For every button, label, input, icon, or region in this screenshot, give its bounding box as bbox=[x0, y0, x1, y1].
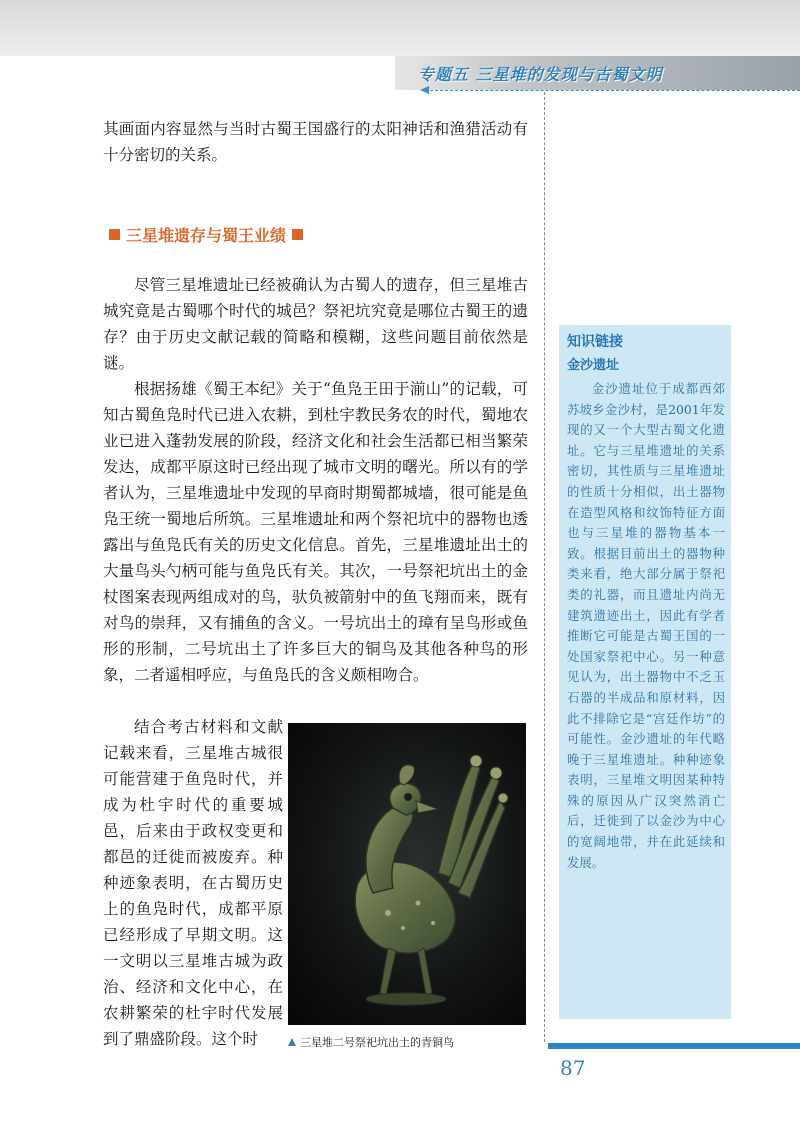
section-heading bbox=[103, 223, 309, 246]
paragraph: 尽管三星堆遗址已经被确认为古蜀人的遗存，但三星堆古城究竟是古蜀哪个时代的城邑？祭祀坑究竟是哪位古蜀王的遗存？由于历史文献记载的简略和模糊，这些问题目前依然是谜。 bbox=[103, 276, 528, 372]
triangle-marker-icon bbox=[288, 1038, 296, 1046]
section-heading-text: 三星堆遗存与蜀王业绩 bbox=[126, 226, 287, 245]
square-bullet-icon bbox=[292, 229, 303, 240]
chapter-title: 专题五 三星堆的发现与古蜀文明 bbox=[418, 65, 663, 84]
figure-caption-text: 三星堆二号祭祀坑出土的青铜鸟 bbox=[300, 1036, 454, 1049]
header-band bbox=[0, 0, 800, 56]
arrow-left-icon bbox=[420, 86, 429, 94]
square-bullet-icon bbox=[109, 229, 120, 240]
figure-caption bbox=[288, 1034, 454, 1050]
sidebar-body-text: 金沙遗址位于成都西郊苏坡乡金沙村，是2001年发现的又一个大型古蜀文化遗址。它与三星堆遗址的关系密切，其性质与三星堆遗址的性质十分相似，出土器物在造型风格和纹饰特征方面也与三星堆的器物基本一致。根据目前出土的器物种类来看，绝大部分属于祭祀类的礼器，而且遗址内尚无建筑遗迹出土，因此有学者推断它可能是古蜀王国的一处国家祭祀中心。另一种意见认为，出土器物中不乏玉石器的半成品和原材料，因此不排除它是“宫廷作坊”的可能性。金沙遗址的年代略晚于三星堆遗址。种种迹象表明，三星堆文明因某种特殊的原因从广汉突然消亡后，迁徙到了以金沙为中心的宽阔地带，并在此延续和发展。 bbox=[567, 381, 725, 870]
column-divider bbox=[544, 92, 545, 1042]
bronze-bird-illustration bbox=[288, 723, 526, 1025]
knowledge-link-sidebar bbox=[559, 325, 731, 1019]
paragraph: 根据扬雄《蜀王本纪》关于“鱼凫王田于湔山”的记载，可知古蜀鱼凫时代已进入农耕，到杜宇教民务农的时代，蜀地农业已进入蓬勃发展的阶段，经济文化和社会生活都已相当繁荣发达，成都平原这时已经出现了城市文明的曙光。所以有的学者认为，三星堆遗址中发现的早商时期蜀都城墙，很可能是鱼凫王统一蜀地后所筑。三星堆遗址和两个祭祀坑中的器物也透露出与鱼凫氏有关的历史文化信息。首先，三星堆遗址出土的大量鸟头勺柄可能与鱼凫氏有关。其次，一号祭祀坑出土的金杖图案表现两组成对的鸟，驮负被箭射中的鱼飞翔而来，既有对鸟的崇拜，又有捕鱼的含义。一号坑出土的璋有呈鸟形或鱼形的形制，二号坑出土了许多巨大的铜鸟及其他各种鸟的形象，二者遥相呼应，与鱼凫氏的含义颇相吻合。 bbox=[103, 380, 528, 684]
paragraph-continuation: 其画面内容显然与当时古蜀王国盛行的太阳神话和渔猎活动有十分密切的关系。 bbox=[103, 120, 528, 164]
sidebar-title: 知识链接 bbox=[567, 334, 623, 350]
footer-bar bbox=[548, 1043, 800, 1049]
sidebar-subtitle: 金沙遗址 bbox=[567, 358, 620, 373]
bronze-bird-photo bbox=[288, 723, 526, 1025]
page-number: 87 bbox=[560, 1056, 586, 1080]
header-divider bbox=[430, 90, 800, 91]
paragraph: 结合考古材料和文献记载来看，三星堆古城很可能营建于鱼凫时代，并成为杜宇时代的重要城邑，后来由于政权变更和都邑的迁徙而被废弃。种种迹象表明，在古蜀历史上的鱼凫时代，成都平原已经形成了早期文明。这一文明以三星堆古城为政治、经济和文化中心，在农耕繁荣的杜宇时代发展到了鼎盛阶段。这个时 bbox=[103, 718, 283, 1048]
